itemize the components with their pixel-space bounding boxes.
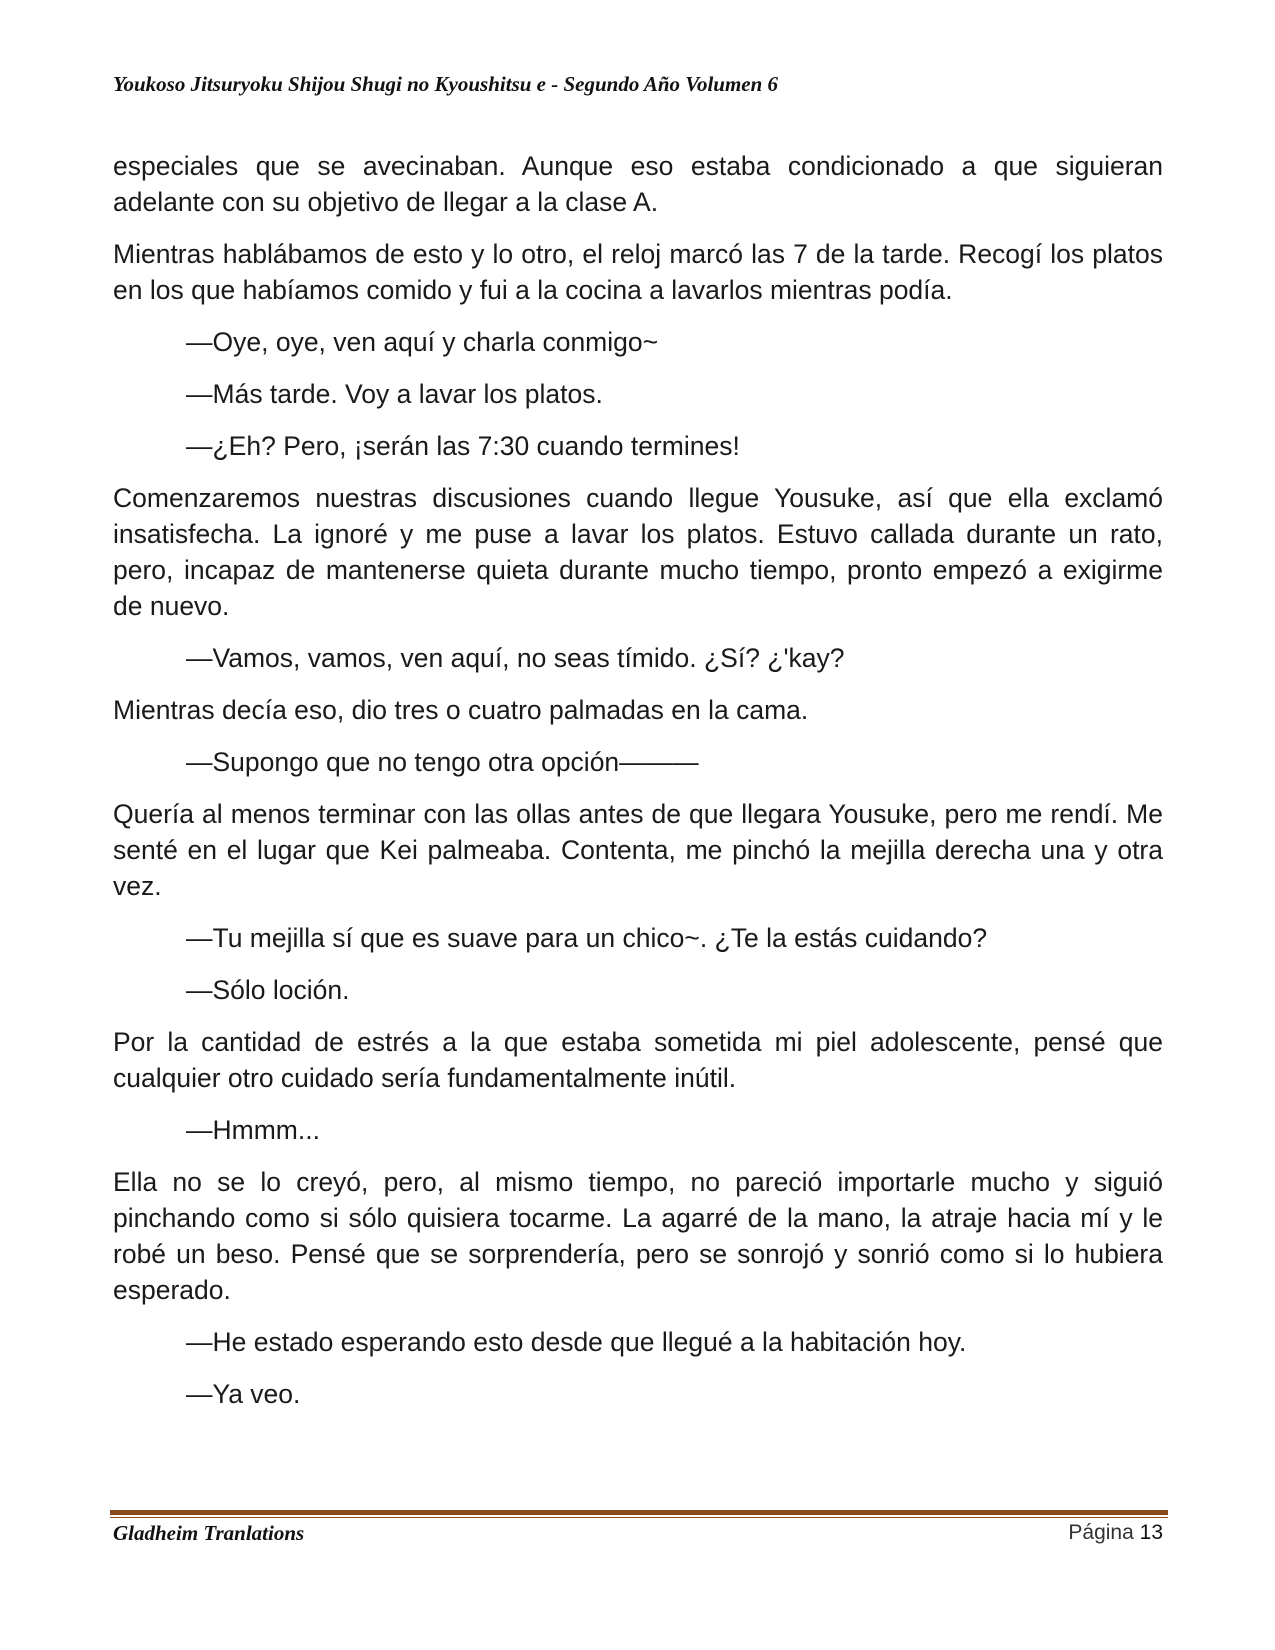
dialogue-line: —Oye, oye, ven aquí y charla conmigo~ <box>186 327 659 357</box>
paragraph: Por la cantidad de estrés a la que estaba sometida mi piel adolescente, pensé que cualquier otro cuidado sería fundamentalmente inútil. <box>113 1027 1163 1093</box>
paragraph: Mientras decía eso, dio tres o cuatro palmadas en la cama. <box>113 695 809 725</box>
page-header-title: Youkoso Jitsuryoku Shijou Shugi no Kyoushitsu e - Segundo Año Volumen 6 <box>113 72 779 96</box>
dialogue-line: —Vamos, vamos, ven aquí, no seas tímido. ¿Sí? ¿'kay? <box>186 643 845 673</box>
footer-translator: Gladheim Tranlations <box>113 1521 305 1545</box>
paragraph: especiales que se avecinaban. Aunque eso estaba condicionado a que siguieran adelante con su objetivo de llegar a la clase A. <box>113 151 1163 217</box>
dialogue-line: —Sólo loción. <box>186 975 350 1005</box>
page-body <box>113 148 1163 1428</box>
paragraph: Quería al menos terminar con las ollas antes de que llegara Yousuke, pero me rendí. Me senté en el lugar que Kei palmeaba. Contenta, me pinchó la mejilla derecha una y otra vez. <box>113 799 1163 901</box>
footer-divider-thin <box>110 1517 1168 1518</box>
dialogue-line: —Más tarde. Voy a lavar los platos. <box>186 379 603 409</box>
dialogue-line: —Hmmm... <box>186 1115 320 1145</box>
dialogue-line: —Supongo que no tengo otra opción——— <box>186 747 699 777</box>
paragraph: Mientras hablábamos de esto y lo otro, el reloj marcó las 7 de la tarde. Recogí los platos en los que habíamos comido y fui a la cocina a lavarlos mientras podía. <box>113 239 1163 305</box>
page-number-block <box>1068 1521 1163 1545</box>
page-label: Página <box>1068 1521 1134 1544</box>
paragraph: Comenzaremos nuestras discusiones cuando llegue Yousuke, así que ella exclamó insatisfecha. La ignoré y me puse a lavar los platos. Estuvo callada durante un rato, pero, incapaz de mantenerse quieta durante mucho tiempo, pronto empezó a exigirme de nuevo. <box>113 483 1163 621</box>
dialogue-line: —Ya veo. <box>186 1379 301 1409</box>
paragraph: Ella no se lo creyó, pero, al mismo tiempo, no pareció importarle mucho y siguió pinchando como si sólo quisiera tocarme. La agarré de la mano, la atraje hacia mí y le robé un beso. Pensé que se sorprendería, pero se sonrojó y sonrió como si lo hubiera esperado. <box>113 1167 1163 1305</box>
page-number: 13 <box>1139 1521 1163 1544</box>
dialogue-line: —He estado esperando esto desde que llegué a la habitación hoy. <box>186 1327 967 1357</box>
dialogue-line: —Tu mejilla sí que es suave para un chico~. ¿Te la estás cuidando? <box>186 923 988 953</box>
footer-divider <box>110 1510 1168 1518</box>
footer-divider-thick <box>110 1510 1168 1515</box>
dialogue-line: —¿Eh? Pero, ¡serán las 7:30 cuando termines! <box>186 431 740 461</box>
